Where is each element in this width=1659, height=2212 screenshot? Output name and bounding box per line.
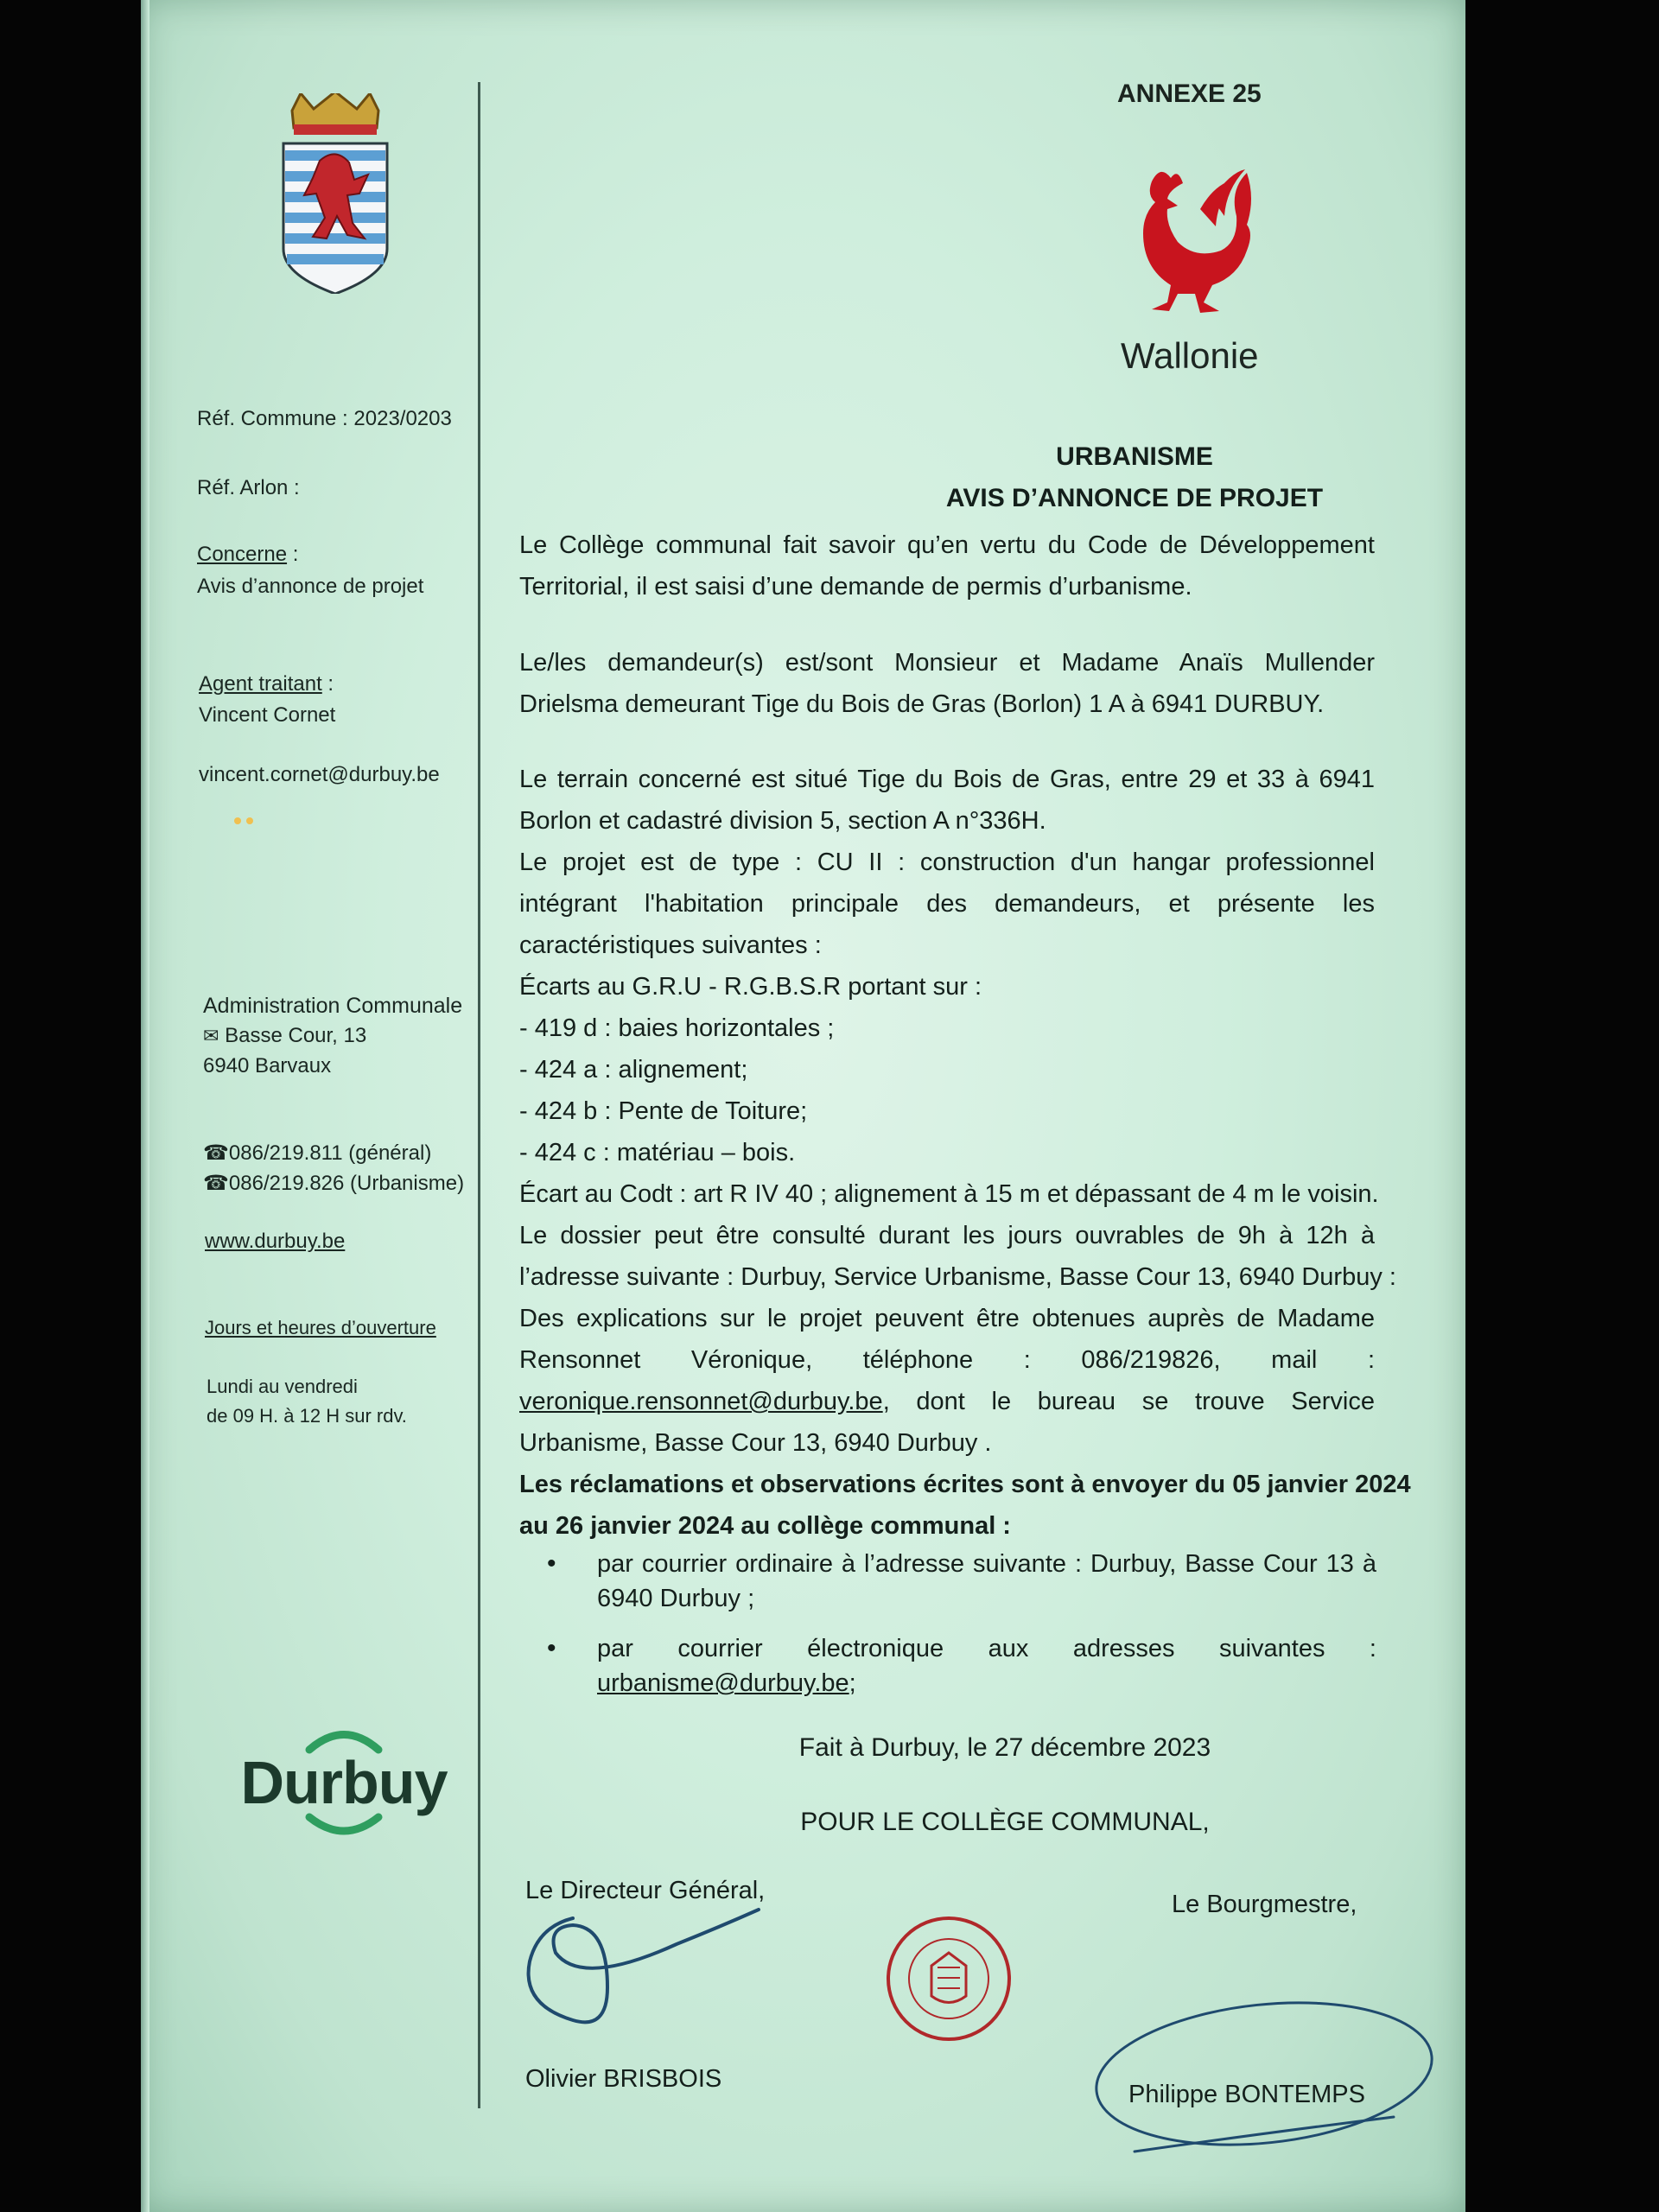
- bourgmestre-signature-icon: [1083, 1987, 1446, 2169]
- pour-college-line: POUR LE COLLÈGE COMMUNAL,: [800, 1808, 1210, 1836]
- agent-email[interactable]: vincent.cornet@durbuy.be: [199, 763, 440, 786]
- projet-line-1: Le projet est de type : CU II : construction d'un hangar professionnel: [519, 849, 1375, 876]
- terrain-paragraph: [519, 759, 1411, 1547]
- admin-title: Administration Communale: [203, 994, 463, 1018]
- explications-line-2: Rensonnet Véronique, téléphone : 086/219826, mail :: [519, 1346, 1375, 1374]
- bourgmestre-label: Le Bourgmestre,: [1172, 1891, 1357, 1918]
- demandeur-line-1: Le/les demandeur(s) est/sont Monsieur et Madame Anaïs Mullender: [519, 649, 1375, 677]
- submission-methods-list: [547, 1547, 1376, 1716]
- intro-line-2: Territorial, il est saisi d’une demande de permis d’urbanisme.: [519, 573, 1192, 601]
- column-divider: [478, 82, 480, 2108]
- bullet-2-line-1: • par courrier électronique aux adresses suivantes :: [597, 1635, 1376, 1662]
- notice-poster: [141, 0, 1465, 2212]
- explications-line-3: [519, 1381, 1375, 1422]
- phone-icon: ☎: [203, 1172, 229, 1195]
- phone-icon: ☎: [203, 1141, 229, 1165]
- phone-urbanisme: 086/219.826 (Urbanisme): [228, 1172, 465, 1195]
- explications-line-4: Urbanisme, Basse Cour 13, 6940 Durbuy .: [519, 1429, 992, 1457]
- list-item: [547, 1631, 1376, 1700]
- admin-street-line: [203, 1021, 366, 1051]
- veronique-email-link[interactable]: veronique.rensonnet@durbuy.be: [519, 1388, 883, 1415]
- phone-urbanisme-line: [203, 1169, 464, 1198]
- ecart-item: - 424 c : matériau – bois.: [519, 1139, 796, 1166]
- commune-seal-icon: [884, 1914, 1014, 2044]
- wallonie-label: Wallonie: [1121, 335, 1259, 376]
- envelope-icon: ✉: [203, 1025, 219, 1046]
- projet-line-3: caractéristiques suivantes :: [519, 931, 822, 959]
- ecart-item: - 424 a : alignement;: [519, 1056, 748, 1084]
- wallonie-rooster-icon: [1117, 164, 1255, 328]
- codt-line: Écart au Codt : art R IV 40 ; alignement à 15 m et dépassant de 4 m le voisin.: [519, 1180, 1379, 1208]
- concerne-label-suffix: :: [287, 543, 299, 566]
- page-title: URBANISME: [1056, 442, 1213, 471]
- luxembourg-crest-icon: [275, 93, 396, 294]
- agent-label-text: Agent traitant: [199, 672, 322, 696]
- ref-arlon: Réf. Arlon :: [197, 476, 300, 499]
- bullet-2-line-2: [597, 1666, 1376, 1700]
- ecarts-title: Écarts au G.R.U - R.G.B.S.R portant sur :: [519, 973, 982, 1001]
- urbanisme-email-link[interactable]: urbanisme@durbuy.be: [597, 1669, 849, 1697]
- dossier-line-2: l’adresse suivante : Durbuy, Service Urbanisme, Basse Cour 13, 6940 Durbuy :: [519, 1263, 1396, 1291]
- concerne-label-text: Concerne: [197, 543, 288, 566]
- explications-line-1: Des explications sur le projet peuvent être obtenues auprès de Madame: [519, 1305, 1375, 1332]
- intro-paragraph: [519, 524, 1375, 607]
- concerne-label: [197, 540, 298, 569]
- agent-name: Vincent Cornet: [199, 703, 336, 727]
- annexe-label: ANNEXE 25: [1117, 79, 1262, 108]
- demandeur-paragraph: [519, 642, 1375, 725]
- terrain-line-2: Borlon et cadastré division 5, section A n°336H.: [519, 807, 1046, 835]
- admin-street: Basse Cour, 13: [225, 1024, 367, 1047]
- bourgmestre-name: Philippe BONTEMPS: [1128, 2081, 1365, 2108]
- explications-line-3-rest: , dont le bureau se trouve Service: [882, 1388, 1375, 1415]
- hours-time: de 09 H. à 12 H sur rdv.: [207, 1405, 407, 1427]
- list-item: [547, 1547, 1376, 1616]
- ecart-item: - 424 b : Pente de Toiture;: [519, 1097, 808, 1125]
- agent-label-suffix: :: [321, 672, 334, 696]
- ref-commune: Réf. Commune : 2023/0203: [197, 407, 452, 430]
- reclamations-line-1: Les réclamations et observations écrites sont à envoyer du 05 janvier 2024: [519, 1471, 1411, 1498]
- background-light: [234, 813, 265, 820]
- directeur-name: Olivier BRISBOIS: [525, 2065, 722, 2093]
- admin-city: 6940 Barvaux: [203, 1054, 332, 1077]
- bullet-1-line-1: • par courrier ordinaire à l’adresse suivante : Durbuy, Basse Cour 13 à: [597, 1550, 1376, 1578]
- bullet-2-end: ;: [849, 1669, 856, 1697]
- website-text[interactable]: www.durbuy.be: [205, 1230, 346, 1253]
- projet-line-2: intégrant l'habitation principale des demandeurs, et présente les: [519, 890, 1375, 918]
- website-link[interactable]: [205, 1227, 345, 1256]
- durbuy-logo: [236, 1715, 452, 1845]
- ecart-item: - 419 d : baies horizontales ;: [519, 1014, 835, 1042]
- intro-line-1: Le Collège communal fait savoir qu’en vertu du Code de Développement: [519, 531, 1375, 559]
- directeur-label: Le Directeur Général,: [525, 1877, 766, 1904]
- hours-title: [205, 1313, 436, 1343]
- phone-general-line: [203, 1139, 431, 1168]
- directeur-signature-icon: [521, 1892, 780, 2048]
- durbuy-logo-text: Durbuy: [240, 1749, 448, 1816]
- concerne-value: Avis d’annonce de projet: [197, 575, 424, 598]
- reclamations-line-2: au 26 janvier 2024 au collège communal :: [519, 1512, 1011, 1540]
- date-place-line: Fait à Durbuy, le 27 décembre 2023: [798, 1733, 1211, 1762]
- poster-frame-edge: [141, 0, 149, 2212]
- hours-days: Lundi au vendredi: [207, 1376, 358, 1397]
- dossier-line-1: Le dossier peut être consulté durant les jours ouvrables de 9h à 12h à: [519, 1222, 1375, 1249]
- hours-title-text: Jours et heures d’ouverture: [205, 1317, 436, 1338]
- phone-general: 086/219.811 (général): [228, 1141, 432, 1165]
- page-subtitle: AVIS D’ANNONCE DE PROJET: [945, 484, 1324, 512]
- bullet-1-line-2: 6940 Durbuy ;: [597, 1585, 755, 1612]
- demandeur-line-2: Drielsma demeurant Tige du Bois de Gras (Borlon) 1 A à 6941 DURBUY.: [519, 690, 1325, 718]
- terrain-line-1: Le terrain concerné est situé Tige du Bois de Gras, entre 29 et 33 à 6941: [519, 766, 1375, 793]
- agent-label: [199, 670, 334, 699]
